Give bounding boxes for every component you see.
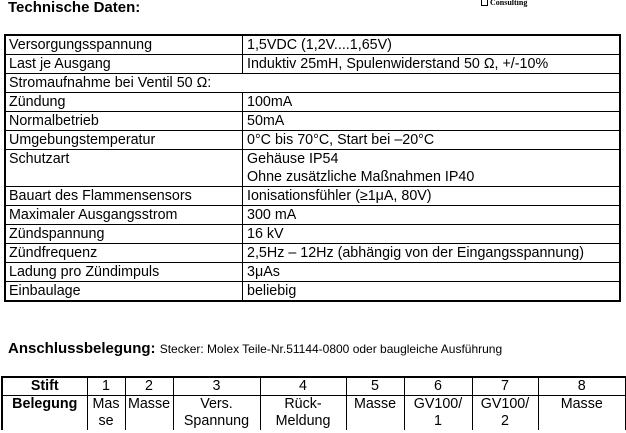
table-row <box>2 377 626 396</box>
pin-assignment: Masse <box>538 396 626 431</box>
spec-value-line: Ohne zusätzliche Maßnahmen IP40 <box>247 169 475 185</box>
table-row <box>5 55 620 74</box>
specs-table <box>4 34 621 302</box>
spec-label: Zündspannung <box>5 225 243 244</box>
pin-assignment: Mas se <box>87 396 125 431</box>
spec-value: 3μAs <box>243 263 621 282</box>
pin-number: 4 <box>260 377 346 396</box>
page-title: Technische Daten: <box>8 0 141 16</box>
spec-label: Umgebungstemperatur <box>5 131 243 150</box>
spec-value: 300 mA <box>243 206 621 225</box>
table-row <box>5 244 620 263</box>
spec-value: Ionisationsfühler (≥1μA, 80V) <box>243 187 621 206</box>
spec-value: 1,5VDC (1,2V....1,65V) <box>243 35 621 55</box>
table-row <box>2 396 626 431</box>
section-title: Anschlussbelegung: <box>8 340 156 357</box>
table-row <box>5 131 620 150</box>
table-row <box>5 35 620 55</box>
spec-value: 100mA <box>243 93 621 112</box>
table-row <box>5 187 620 206</box>
spec-label: Ladung pro Zündimpuls <box>5 263 243 282</box>
pin-assignment: GV100/ 2 <box>472 396 538 431</box>
spec-label: Versorgungsspannung <box>5 35 243 55</box>
pin-assignment: Masse <box>346 396 404 431</box>
spec-value: Induktiv 25mH, Spulenwiderstand 50 Ω, +/-10% <box>243 55 621 74</box>
spec-label: Normalbetrieb <box>5 112 243 131</box>
pin-number: 5 <box>346 377 404 396</box>
pin-number: 3 <box>173 377 260 396</box>
table-row <box>5 93 620 112</box>
pin-assignment: Masse <box>125 396 173 431</box>
table-row <box>5 206 620 225</box>
pin-number: 6 <box>404 377 472 396</box>
table-row <box>5 225 620 244</box>
company-logo <box>481 0 527 7</box>
logo-square-icon <box>481 0 488 6</box>
table-row <box>5 112 620 131</box>
pin-assignment: Vers. Spannung <box>173 396 260 431</box>
pin-assignment-heading <box>8 340 502 357</box>
table-row <box>5 263 620 282</box>
pin-number: 8 <box>538 377 626 396</box>
pin-number: 1 <box>87 377 125 396</box>
spec-label: Zündung <box>5 93 243 112</box>
spec-value: 0°C bis 70°C, Start bei –20°C <box>243 131 621 150</box>
spec-value: beliebig <box>243 282 621 302</box>
pin-assignment: GV100/ 1 <box>404 396 472 431</box>
spec-label: Zündfrequenz <box>5 244 243 263</box>
connector-note: Stecker: Molex Teile-Nr.51144-0800 oder baugleiche Ausführung <box>159 342 503 356</box>
logo-text: Consulting <box>490 0 528 7</box>
spec-value-line: Gehäuse IP54 <box>247 151 339 167</box>
spec-section-label: Stromaufnahme bei Ventil 50 Ω: <box>5 74 620 93</box>
spec-value: 50mA <box>243 112 621 131</box>
row-header: Belegung <box>2 396 87 431</box>
pin-number: 7 <box>472 377 538 396</box>
pin-assignment: Rück- Meldung <box>260 396 346 431</box>
spec-value <box>243 150 621 187</box>
spec-label: Schutzart <box>5 150 243 187</box>
table-row <box>5 282 620 302</box>
pin-number: 2 <box>125 377 173 396</box>
table-row <box>5 74 620 93</box>
row-header: Stift <box>2 377 87 396</box>
spec-label: Bauart des Flammensensors <box>5 187 243 206</box>
spec-value: 2,5Hz – 12Hz (abhängig von der Eingangsspannung) <box>243 244 621 263</box>
spec-label: Maximaler Ausgangsstrom <box>5 206 243 225</box>
pin-table <box>1 376 626 430</box>
table-row <box>5 150 620 187</box>
spec-value: 16 kV <box>243 225 621 244</box>
spec-label: Einbaulage <box>5 282 243 302</box>
spec-label: Last je Ausgang <box>5 55 243 74</box>
